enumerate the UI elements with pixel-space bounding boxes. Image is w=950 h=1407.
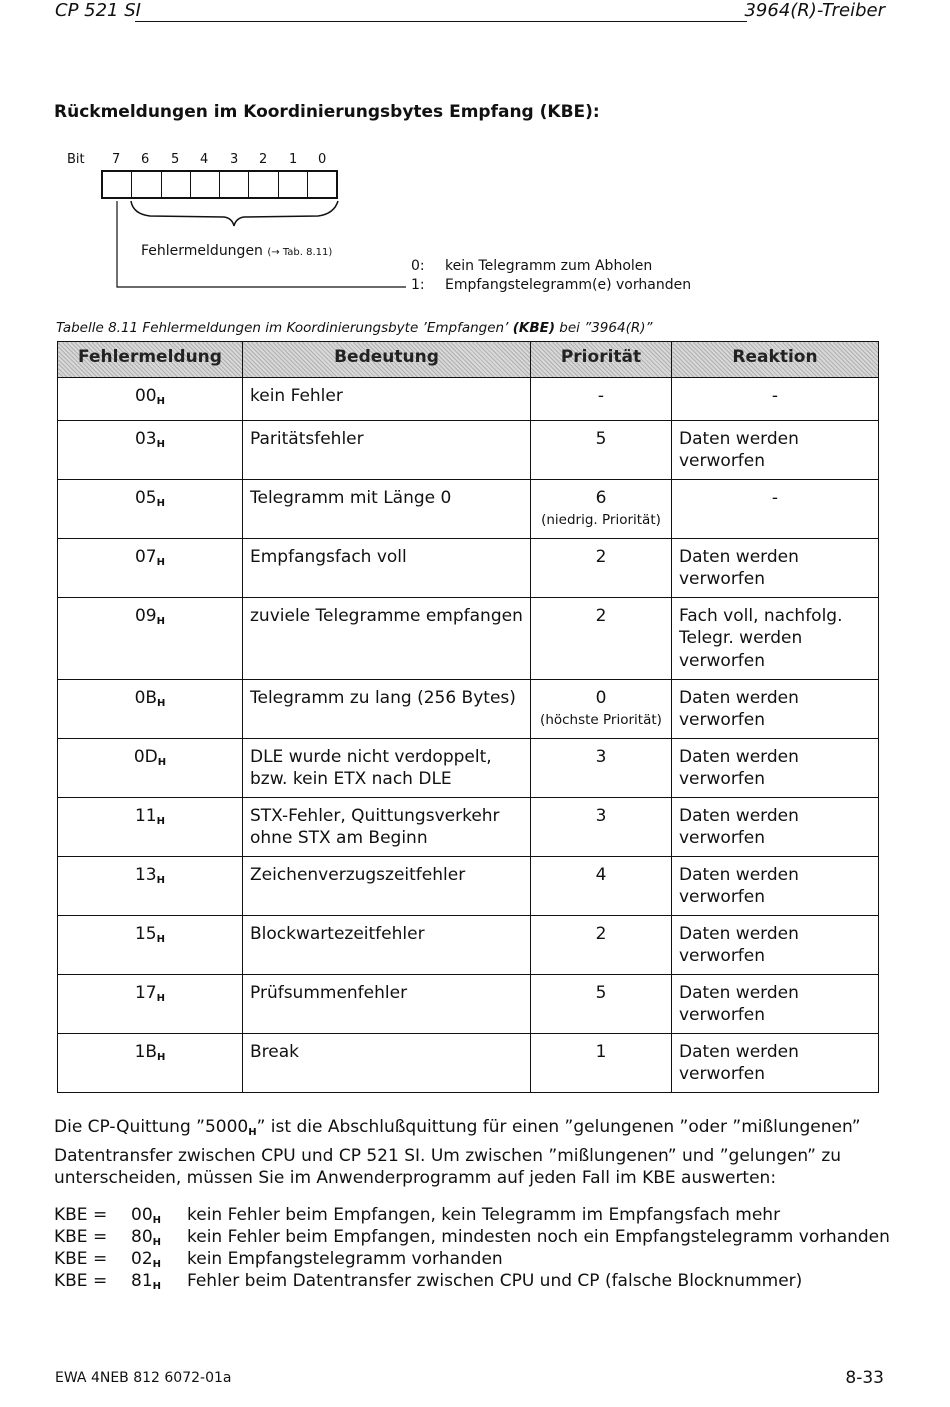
kbe-description: kein Fehler beim Empfangen, kein Telegramm im Empfangsfach mehr	[187, 1205, 781, 1225]
kbe-value: $81_H$	[131, 1271, 162, 1292]
error-meaning: Empfangsfach voll	[243, 538, 531, 597]
error-meaning: Prüfsummenfehler	[243, 974, 531, 1033]
table-row	[58, 915, 879, 974]
option-text: Empfangstelegramm(e) vorhanden	[445, 277, 692, 293]
error-reaction: Daten werden verworfen	[672, 1033, 879, 1092]
error-priority: 3	[531, 797, 672, 856]
error-code: $07_H$	[58, 538, 243, 597]
header-document-title: CP 521 SI	[55, 0, 141, 21]
table-row	[58, 679, 879, 738]
table-row	[58, 538, 879, 597]
table-row	[58, 597, 879, 679]
bit-number: 2	[259, 152, 268, 167]
error-meaning: kein Fehler	[243, 378, 531, 421]
error-meaning: Blockwartezeitfehler	[243, 915, 531, 974]
error-meaning: DLE wurde nicht verdoppelt, bzw. kein ETX nach DLE	[243, 738, 531, 797]
error-priority: 6 (niedrig. Priorität)	[531, 479, 672, 538]
kbe-description: kein Fehler beim Empfangen, mindesten noch ein Empfangstelegramm vorhanden	[187, 1227, 890, 1247]
column-header-fehlermeldung: Fehlermeldung	[58, 342, 243, 378]
kbe-value: $80_H$	[131, 1227, 162, 1248]
table-row	[58, 738, 879, 797]
error-priority: 2	[531, 597, 672, 679]
error-code: $05_H$	[58, 479, 243, 538]
error-code: $13_H$	[58, 856, 243, 915]
option-key: 1:	[411, 277, 425, 293]
kbe-description: kein Empfangstelegramm vorhanden	[187, 1249, 503, 1269]
error-priority: 1	[531, 1033, 672, 1092]
footer-document-number: EWA 4NEB 812 6072-01a	[55, 1370, 232, 1386]
error-meaning: STX-Fehler, Quittungsverkehr ohne STX am Beginn	[243, 797, 531, 856]
error-priority: -	[531, 378, 672, 421]
error-code: $11_H$	[58, 797, 243, 856]
error-priority: 5	[531, 420, 672, 479]
explanation-paragraph: Die CP-Quittung $”5000_H$” ist die Abschlußquittung für einen ”gelungenen ”oder ”mißlungenen” Datentransfer zwischen CPU und CP 521 SI. Um zwischen ”mißlungenen” und ”gelungen” zu unterscheiden, müssen Sie im Anwenderprogramm auf jeden Fall im KBE auswerten:	[54, 1117, 861, 1188]
error-table	[57, 341, 879, 1093]
table-caption: Tabelle 8.11 Fehlermeldungen im Koordinierungsbyte ’Empfangen’ (KBE) bei ”3964(R)”	[56, 320, 653, 336]
table-row	[58, 420, 879, 479]
error-priority: 5	[531, 974, 672, 1033]
error-code: $03_H$	[58, 420, 243, 479]
kbe-label: KBE =	[54, 1249, 108, 1269]
error-reaction: Daten werden verworfen	[672, 856, 879, 915]
error-reaction: Daten werden verworfen	[672, 915, 879, 974]
kbe-item	[54, 1271, 802, 1292]
table-row	[58, 378, 879, 421]
column-header-prioritaet: Priorität	[531, 342, 672, 378]
error-reaction: Daten werden verworfen	[672, 797, 879, 856]
option-text: kein Telegramm zum Abholen	[445, 258, 653, 274]
error-code: $15_H$	[58, 915, 243, 974]
table-header-row	[58, 342, 879, 378]
error-reaction: -	[672, 378, 879, 421]
error-reaction: Fach voll, nachfolg. Telegr. werden verworfen	[672, 597, 879, 679]
error-reaction: Daten werden verworfen	[672, 420, 879, 479]
error-priority: 4	[531, 856, 672, 915]
error-code: $09_H$	[58, 597, 243, 679]
column-header-bedeutung: Bedeutung	[243, 342, 531, 378]
error-reaction: -	[672, 479, 879, 538]
error-code: $1B_H$	[58, 1033, 243, 1092]
table-row	[58, 974, 879, 1033]
bit-number: 0	[318, 152, 327, 167]
fehlermeldungen-label: Fehlermeldungen (→ Tab. 8.11)	[141, 243, 333, 259]
error-meaning: Zeichenverzugszeitfehler	[243, 856, 531, 915]
table-reference: (→ Tab. 8.11)	[267, 247, 333, 258]
table-row	[58, 479, 879, 538]
error-reaction: Daten werden verworfen	[672, 679, 879, 738]
bit-axis-label: Bit	[67, 152, 85, 167]
bit-number: 7	[112, 152, 121, 167]
bit-number: 3	[230, 152, 239, 167]
priority-note: (niedrig. Priorität)	[541, 512, 661, 528]
error-code: $0B_H$	[58, 679, 243, 738]
error-code: $0D_H$	[58, 738, 243, 797]
error-meaning: Break	[243, 1033, 531, 1092]
priority-note: (höchste Priorität)	[540, 712, 662, 728]
error-code: $00_H$	[58, 378, 243, 421]
error-reaction: Daten werden verworfen	[672, 738, 879, 797]
kbe-value: $00_H$	[131, 1205, 162, 1226]
column-header-reaktion: Reaktion	[672, 342, 879, 378]
header-chapter-title: 3964(R)-Treiber	[744, 0, 885, 21]
bit-number: 6	[141, 152, 150, 167]
kbe-description: Fehler beim Datentransfer zwischen CPU und CP (falsche Blocknummer)	[187, 1271, 803, 1291]
kbe-value: $02_H$	[131, 1249, 162, 1270]
error-priority: 2	[531, 538, 672, 597]
page-number: 8-33	[845, 1368, 884, 1388]
error-meaning: Telegramm mit Länge 0	[243, 479, 531, 538]
error-reaction: Daten werden verworfen	[672, 974, 879, 1033]
bit-number: 1	[289, 152, 298, 167]
error-priority: 2	[531, 915, 672, 974]
error-priority: 0 (höchste Priorität)	[531, 679, 672, 738]
table-row	[58, 1033, 879, 1092]
kbe-label: KBE =	[54, 1271, 108, 1291]
brace-bits-6-0	[131, 201, 338, 226]
bit-number: 5	[171, 152, 180, 167]
kbe-item	[54, 1205, 780, 1226]
kbe-label: KBE =	[54, 1205, 108, 1225]
error-meaning: zuviele Telegramme empfangen	[243, 597, 531, 679]
kbe-label: KBE =	[54, 1227, 108, 1247]
kbe-item	[54, 1227, 890, 1248]
bit-number: 4	[200, 152, 209, 167]
error-reaction: Daten werden verworfen	[672, 538, 879, 597]
table-row	[58, 797, 879, 856]
option-key: 0:	[411, 258, 425, 274]
table-row	[58, 856, 879, 915]
error-meaning: Paritätsfehler	[243, 420, 531, 479]
error-meaning: Telegramm zu lang (256 Bytes)	[243, 679, 531, 738]
kbe-item	[54, 1249, 503, 1270]
section-title: Rückmeldungen im Koordinierungsbytes Empfang (KBE):	[54, 102, 600, 122]
error-priority: 3	[531, 738, 672, 797]
error-code: $17_H$	[58, 974, 243, 1033]
